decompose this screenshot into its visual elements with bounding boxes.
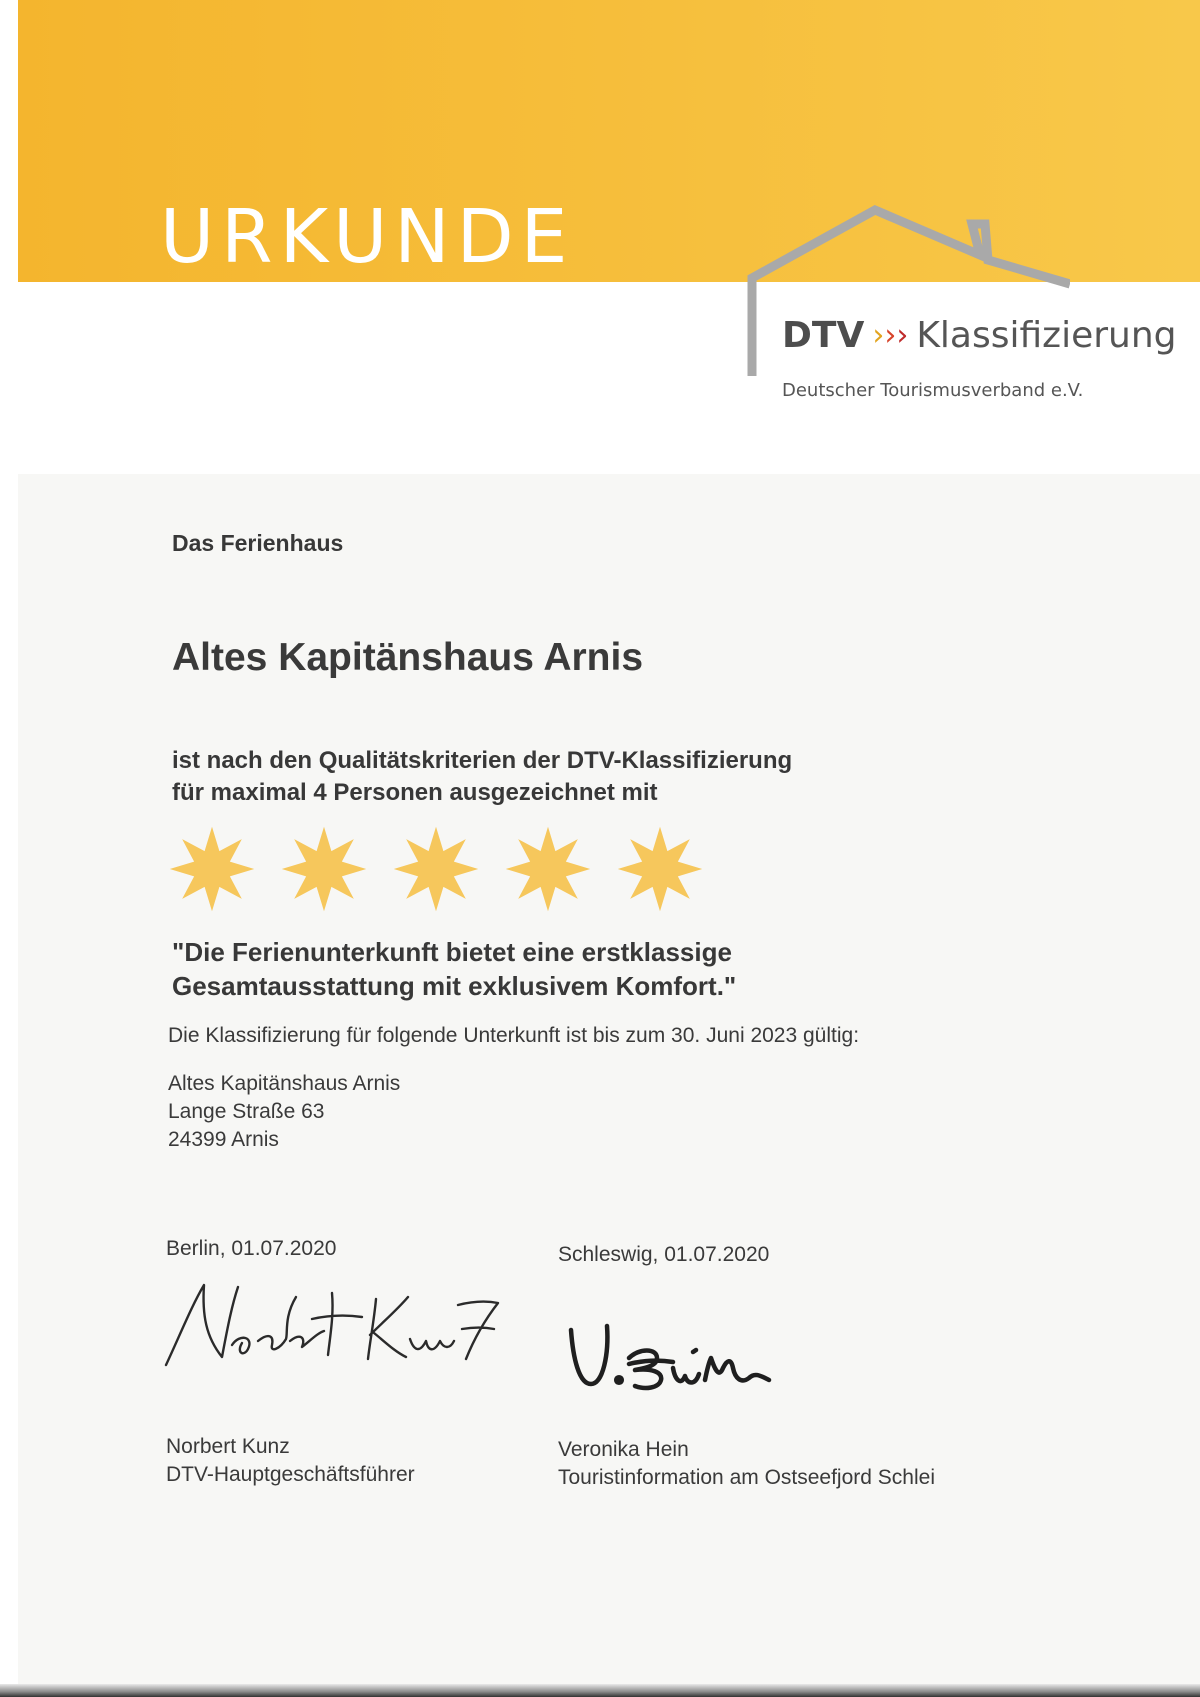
signer-role: DTV-Hauptgeschäftsführer xyxy=(166,1463,415,1486)
star-rating xyxy=(168,825,704,913)
logo-subtitle: Deutscher Tourismusverband e.V. xyxy=(782,380,1084,401)
place-date-left: Berlin, 01.07.2020 xyxy=(166,1237,337,1260)
signature-veronika-hein xyxy=(565,1318,785,1408)
rating-quote xyxy=(172,935,736,1003)
dtv-logo xyxy=(782,315,1177,356)
quote-line: Gesamtausstattung mit exklusivem Komfort." xyxy=(172,971,737,1001)
logo-name: Klassifizierung xyxy=(916,315,1177,356)
signature-norbert-kunz xyxy=(162,1275,502,1375)
eight-point-star-icon xyxy=(616,825,704,913)
certificate-intro: Das Ferienhaus xyxy=(172,530,344,556)
quote-line: "Die Ferienunterkunft bietet eine erstklassige xyxy=(172,937,732,967)
page-left-margin xyxy=(0,0,18,1697)
signer-right xyxy=(558,1436,935,1492)
eight-point-star-icon xyxy=(168,825,256,913)
place-date-right: Schleswig, 01.07.2020 xyxy=(558,1243,770,1266)
validity-text: Die Klassifizierung für folgende Unterkunft ist bis zum 30. Juni 2023 gültig: xyxy=(168,1024,860,1047)
property-address xyxy=(168,1070,400,1154)
signer-left xyxy=(166,1433,415,1489)
criteria-line: für maximal 4 Personen ausgezeichnet mit xyxy=(172,779,658,806)
eight-point-star-icon xyxy=(504,825,592,913)
eight-point-star-icon xyxy=(280,825,368,913)
property-name: Altes Kapitänshaus Arnis xyxy=(172,636,644,679)
logo-brand: DTV xyxy=(782,315,865,356)
certificate-title: URKUNDE xyxy=(160,193,575,280)
signer-name: Veronika Hein xyxy=(558,1438,689,1461)
scan-bottom-edge xyxy=(0,1684,1200,1697)
eight-point-star-icon xyxy=(392,825,480,913)
criteria-line: ist nach den Qualitätskriterien der DTV-Klassifizierung xyxy=(172,747,793,774)
address-line: Lange Straße 63 xyxy=(168,1100,325,1123)
address-line: Altes Kapitänshaus Arnis xyxy=(168,1072,401,1095)
chevrons-icon: ››› xyxy=(872,318,909,353)
signer-name: Norbert Kunz xyxy=(166,1435,290,1458)
address-line: 24399 Arnis xyxy=(168,1128,279,1151)
signer-role: Touristinformation am Ostseefjord Schlei xyxy=(558,1466,935,1489)
criteria-text xyxy=(172,745,792,809)
